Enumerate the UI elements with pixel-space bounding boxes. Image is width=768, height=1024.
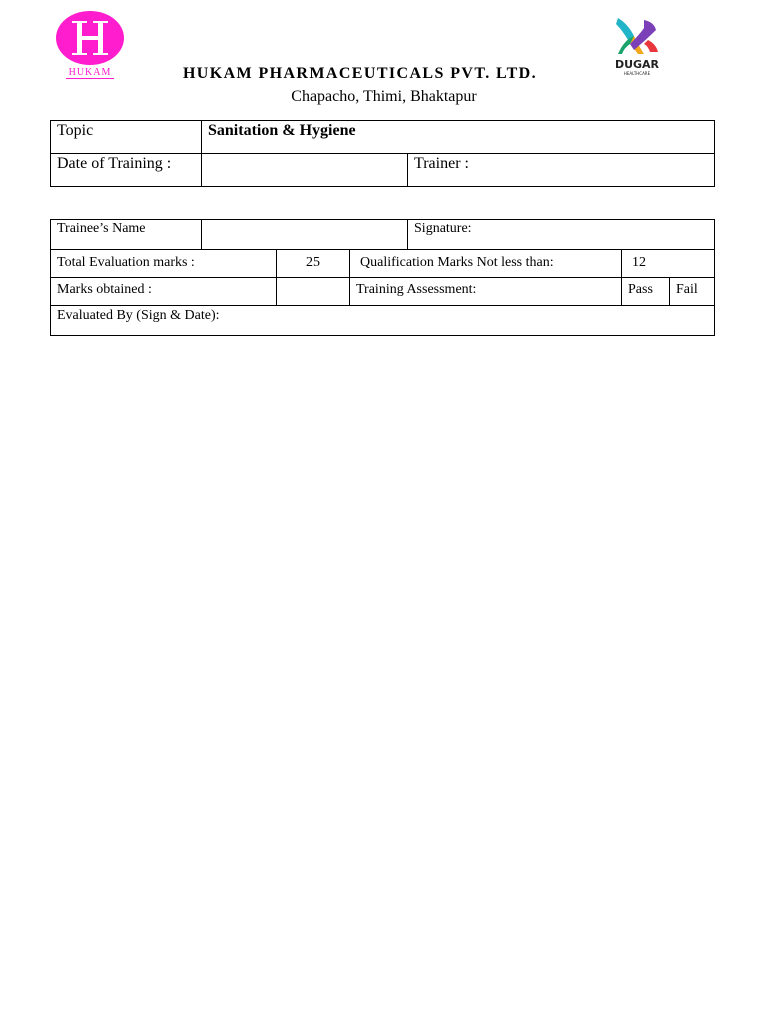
trainee-name-label: Trainee’s Name bbox=[51, 220, 202, 250]
pass-option[interactable]: Pass bbox=[622, 278, 670, 306]
date-of-training-label: Date of Training : bbox=[51, 154, 202, 187]
signature-field[interactable] bbox=[408, 220, 715, 250]
topic-row bbox=[51, 121, 715, 154]
evaluation-table bbox=[50, 219, 715, 336]
svg-text:HUKAM: HUKAM bbox=[68, 67, 112, 78]
marks-row bbox=[51, 250, 715, 278]
topic-label: Topic bbox=[51, 121, 202, 154]
svg-text:DUGAR: DUGAR bbox=[614, 58, 660, 71]
assessment-row bbox=[51, 278, 715, 306]
trainee-name-field[interactable] bbox=[202, 220, 408, 250]
topic-value[interactable]: Sanitation & Hygiene bbox=[202, 121, 715, 154]
company-address: Chapacho, Thimi, Bhaktapur bbox=[291, 88, 477, 105]
evaluated-by-label: Evaluated By (Sign & Date): bbox=[57, 308, 220, 323]
marks-obtained-field[interactable] bbox=[277, 278, 350, 306]
svg-text:HEALTHCARE: HEALTHCARE bbox=[623, 71, 651, 76]
evaluated-by-row bbox=[51, 306, 715, 336]
fail-option[interactable]: Fail bbox=[670, 278, 715, 306]
date-trainer-row bbox=[51, 154, 715, 187]
total-evaluation-marks-label: Total Evaluation marks : bbox=[51, 250, 277, 278]
trainee-row bbox=[51, 220, 715, 250]
qualification-marks-value: 12 bbox=[622, 250, 715, 278]
training-assessment-label: Training Assessment: bbox=[350, 278, 622, 306]
date-of-training-field[interactable] bbox=[202, 154, 408, 187]
company-name: HUKAM PHARMACEUTICALS PVT. LTD. bbox=[182, 65, 538, 82]
trainer-label: Trainer : bbox=[414, 155, 469, 172]
qualification-marks-label: Qualification Marks Not less than: bbox=[350, 250, 622, 278]
total-evaluation-marks-value: 25 bbox=[277, 250, 350, 278]
training-info-table bbox=[50, 120, 715, 187]
trainer-field[interactable] bbox=[408, 154, 715, 187]
signature-label: Signature: bbox=[414, 221, 472, 236]
marks-obtained-label: Marks obtained : bbox=[51, 278, 277, 306]
evaluated-by-field[interactable] bbox=[51, 306, 715, 336]
